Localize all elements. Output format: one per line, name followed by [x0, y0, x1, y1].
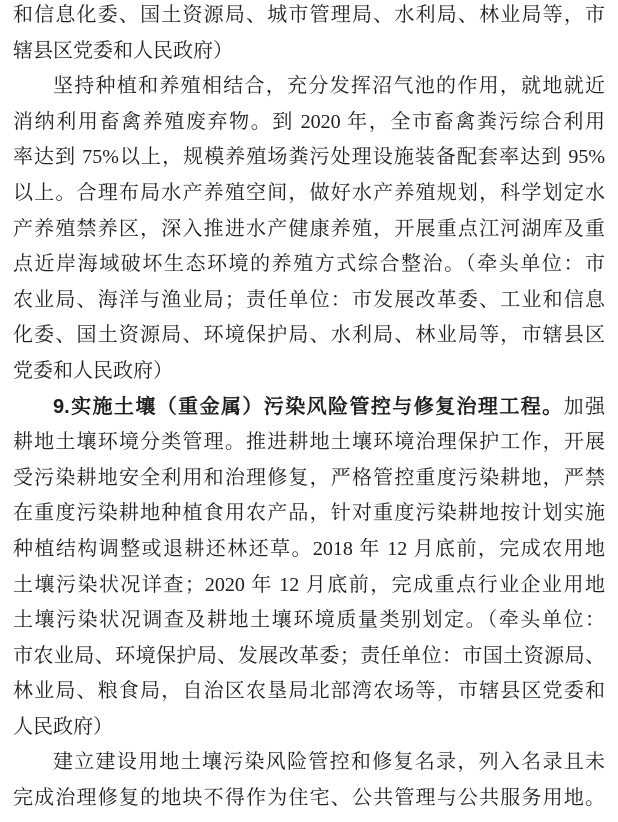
text-line: 化委、国土资源局、环境保护局、水利局、林业局等，市辖县区	[13, 324, 605, 347]
paragraph	[13, 390, 605, 746]
paragraph	[13, 745, 605, 816]
text-line: 点近岸海域破坏生态环境的养殖方式综合整治。（牵头单位：市	[13, 253, 605, 276]
text-line: 以上。合理布局水产养殖空间，做好水产养殖规划，科学划定水	[13, 181, 605, 204]
document-body	[13, 0, 605, 817]
text-line: 土壤污染状况详查；2020 年 12 月底前，完成重点行业企业用地	[13, 573, 605, 596]
text-line: 在重度污染耕地种植食用农产品，针对重度污染耕地按计划实施	[13, 502, 605, 525]
paragraph	[13, 0, 605, 69]
text-line: 人民政府）	[13, 715, 113, 738]
text-line: 市农业局、环境保护局、发展改革委；责任单位：市国土资源局、	[13, 644, 605, 667]
text-line: 坚持种植和养殖相结合，充分发挥沼气池的作用，就地就近	[53, 75, 605, 98]
body-text: 加强	[563, 395, 605, 418]
text-line: 产养殖禁养区，深入推进水产健康养殖，开展重点江河湖库及重	[13, 217, 605, 240]
paragraph	[13, 69, 605, 389]
text-line: 种植结构调整或退耕还林还草。2018 年 12 月底前，完成农用地	[13, 537, 605, 560]
text-line: 完成治理修复的地块不得作为住宅、公共管理与公共服务用地。	[13, 787, 605, 810]
text-line: 率达到 75%以上，规模养殖场粪污处理设施装备配套率达到 95%	[13, 146, 605, 169]
text-line: 建立建设用地土壤污染风险管控和修复名录，列入名录且未	[53, 751, 605, 774]
text-line: 党委和人民政府）	[13, 359, 173, 382]
document-page	[13, 0, 605, 817]
text-line: 消纳利用畜禽养殖废弃物。到 2020 年，全市畜禽粪污综合利用	[13, 110, 605, 133]
text-line: 林业局、粮食局，自治区农垦局北部湾农场等，市辖县区党委和	[13, 680, 605, 703]
text-line: 受污染耕地安全利用和治理修复，严格管控重度污染耕地，严禁	[13, 466, 605, 489]
text-line: 农业局、海洋与渔业局；责任单位：市发展改革委、工业和信息	[13, 288, 605, 311]
text-line: 和信息化委、国土资源局、城市管理局、水利局、林业局等，市	[13, 4, 605, 26]
text-line: 土壤污染状况调查及耕地土壤环境质量类别划定。（牵头单位：	[13, 609, 605, 632]
text-line	[13, 390, 605, 426]
section-heading-text: 9.实施土壤（重金属）污染风险管控与修复治理工程。	[53, 395, 564, 418]
text-line: 耕地土壤环境分类管理。推进耕地土壤环境治理保护工作，开展	[13, 431, 605, 454]
text-line: 辖县区党委和人民政府）	[13, 39, 233, 62]
